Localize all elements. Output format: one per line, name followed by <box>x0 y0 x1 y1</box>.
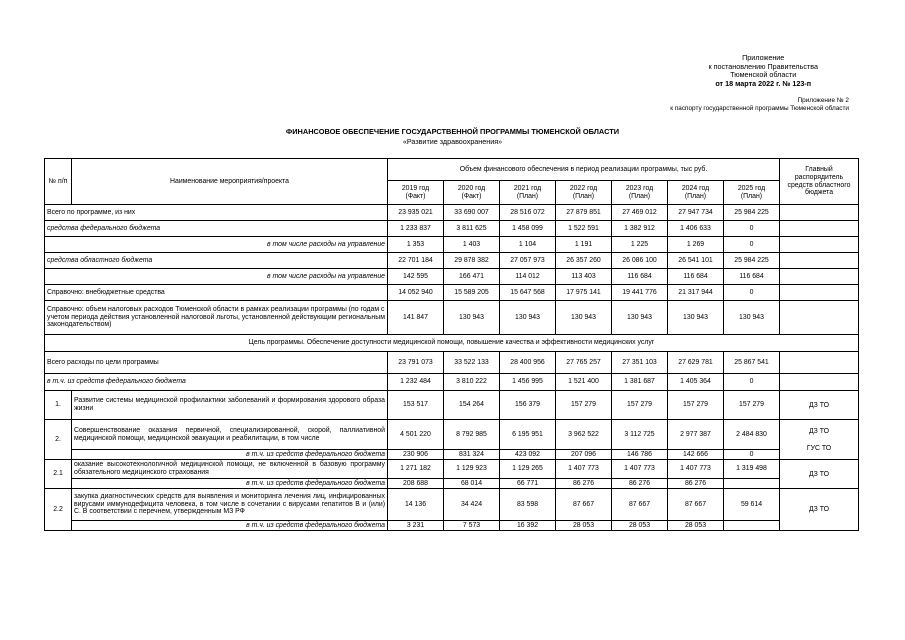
item-number: 2.1 <box>45 460 72 489</box>
value-cell: 66 771 <box>500 479 556 489</box>
year-header <box>556 181 612 205</box>
value-cell: 1 129 923 <box>444 460 500 479</box>
value-cell: 0 <box>724 374 780 391</box>
year-label: 2025 год <box>737 184 766 192</box>
value-cell: 157 279 <box>556 391 612 420</box>
value-cell: 4 501 220 <box>388 420 444 450</box>
table-row <box>45 352 859 374</box>
value-cell: 27 879 851 <box>556 205 612 221</box>
row-label: в том числе расходы на управление <box>45 269 388 285</box>
value-cell: 22 701 184 <box>388 253 444 269</box>
value-cell: 8 792 985 <box>444 420 500 450</box>
item-name: оказание высокотехнологичной медицинской помощи, не включенной в базовую программу обязательного медицинского страхования <box>72 460 388 479</box>
fed-label: в т.ч. из средств федерального бюджета <box>72 450 388 460</box>
value-cell: 1 271 182 <box>388 460 444 479</box>
value-cell: 142 595 <box>388 269 444 285</box>
col-manager-header: Главный распорядитель средств областного бюджета <box>780 159 859 205</box>
appendix2-label: Приложение № 2 <box>797 97 849 104</box>
value-cell: 1 407 773 <box>612 460 668 479</box>
manager-cell <box>780 253 859 269</box>
table-row <box>45 269 859 285</box>
manager-cell <box>780 301 859 335</box>
manager-cell <box>780 221 859 237</box>
value-cell: 86 276 <box>556 479 612 489</box>
table-row <box>45 285 859 301</box>
value-cell: 26 357 260 <box>556 253 612 269</box>
year-status: (План) <box>684 192 707 200</box>
col-volume-header: Объем финансового обеспечения в период реализации программы, тыс руб. <box>388 159 780 181</box>
value-cell: 86 276 <box>668 479 724 489</box>
year-header <box>500 181 556 205</box>
value-cell: 1 407 773 <box>556 460 612 479</box>
value-cell: 21 317 944 <box>668 285 724 301</box>
value-cell: 25 867 541 <box>724 352 780 374</box>
value-cell: 1 381 687 <box>612 374 668 391</box>
year-label: 2022 год <box>569 184 598 192</box>
value-cell: 28 516 072 <box>500 205 556 221</box>
value-cell: 1 522 591 <box>556 221 612 237</box>
year-status: (Факт) <box>405 192 426 200</box>
year-header <box>388 181 444 205</box>
col-num-header: № п/п <box>45 159 72 205</box>
value-cell: 27 629 781 <box>668 352 724 374</box>
manager-cell <box>780 237 859 253</box>
year-label: 2023 год <box>625 184 654 192</box>
value-cell: 1 104 <box>500 237 556 253</box>
table-row <box>45 374 859 391</box>
year-status: (План) <box>516 192 539 200</box>
fed-label: в т.ч. из средств федерального бюджета <box>72 521 388 531</box>
value-cell: 1 403 <box>444 237 500 253</box>
value-cell: 157 279 <box>724 391 780 420</box>
value-cell: 27 469 012 <box>612 205 668 221</box>
table-row <box>45 237 859 253</box>
value-cell: 130 943 <box>668 301 724 335</box>
value-cell: 23 935 021 <box>388 205 444 221</box>
value-cell: 207 096 <box>556 450 612 460</box>
value-cell: 0 <box>724 285 780 301</box>
item-name: Развитие системы медицинской профилактики заболеваний и формирования здорового образа жизни <box>72 391 388 420</box>
value-cell: 2 977 387 <box>668 420 724 450</box>
manager-name: ДЗ ТО <box>808 401 829 409</box>
row-label: Всего по программе, из них <box>45 205 388 221</box>
passport-label: к паспорту государственной программы Тюменской области <box>670 104 849 112</box>
page-subtitle: «Развитие здравоохранения» <box>402 137 503 146</box>
item-number: 2.2 <box>45 489 72 531</box>
value-cell: 27 947 734 <box>668 205 724 221</box>
table-row <box>45 521 859 531</box>
value-cell: 157 279 <box>612 391 668 420</box>
decree-reference <box>708 54 818 88</box>
value-cell: 831 324 <box>444 450 500 460</box>
value-cell: 130 943 <box>724 301 780 335</box>
year-header <box>444 181 500 205</box>
value-cell: 33 522 133 <box>444 352 500 374</box>
year-status: (План) <box>628 192 651 200</box>
value-cell: 116 684 <box>612 269 668 285</box>
decree-label: к постановлению Правительства <box>708 61 818 71</box>
value-cell: 141 847 <box>388 301 444 335</box>
value-cell: 154 264 <box>444 391 500 420</box>
value-cell: 27 765 257 <box>556 352 612 374</box>
row-label: Справочно: объем налоговых расходов Тюменской области в рамках реализации программы (по годам с учетом периода действия установленной налоговой льготы, установленной действующим региональным законодательством) <box>45 301 388 335</box>
year-header <box>668 181 724 205</box>
value-cell: 1 353 <box>388 237 444 253</box>
value-cell: 1 233 837 <box>388 221 444 237</box>
table-row <box>45 335 859 352</box>
value-cell: 423 092 <box>500 450 556 460</box>
year-status: (План) <box>572 192 595 200</box>
value-cell: 17 975 141 <box>556 285 612 301</box>
item-name: Совершенствование оказания первичной, специализированной, скорой, паллиативной медицинской помощи, медицинской эвакуации и реабилитации, в том числе <box>72 420 388 450</box>
manager-cell <box>780 285 859 301</box>
value-cell: 208 688 <box>388 479 444 489</box>
value-cell: 1 521 400 <box>556 374 612 391</box>
row-label: средства федерального бюджета <box>45 221 388 237</box>
value-cell: 28 053 <box>668 521 724 531</box>
manager-cell <box>780 489 859 531</box>
value-cell: 6 195 951 <box>500 420 556 450</box>
value-cell: 166 471 <box>444 269 500 285</box>
manager-cell <box>780 205 859 221</box>
value-cell: 157 279 <box>668 391 724 420</box>
value-cell: 27 057 973 <box>500 253 556 269</box>
value-cell: 26 541 101 <box>668 253 724 269</box>
row-label: Справочно: внебюджетные средства <box>45 285 388 301</box>
value-cell: 116 684 <box>724 269 780 285</box>
value-cell: 28 053 <box>556 521 612 531</box>
value-cell: 27 351 103 <box>612 352 668 374</box>
value-cell: 130 943 <box>444 301 500 335</box>
value-cell: 86 276 <box>612 479 668 489</box>
value-cell: 3 810 222 <box>444 374 500 391</box>
row-label: средства областного бюджета <box>45 253 388 269</box>
year-header <box>724 181 780 205</box>
decree-date-number: от 18 марта 2022 г. № 123-п <box>715 78 812 88</box>
value-cell: 33 690 007 <box>444 205 500 221</box>
appendix-label: Приложение <box>742 53 785 62</box>
row-label: в том числе расходы на управление <box>45 237 388 253</box>
year-label: 2021 год <box>513 184 542 192</box>
value-cell: 87 667 <box>556 489 612 521</box>
value-cell: 130 943 <box>612 301 668 335</box>
year-status: (План) <box>740 192 763 200</box>
value-cell: 114 012 <box>500 269 556 285</box>
item-name: закупка диагностических средств для выявления и мониторинга лечения лиц, инфицированных вирусами иммунодефицита человека, в том числе в сочетании с вирусами гепатитов В и (или) С. В соответствии с перечнем, утвержденным МЗ РФ <box>72 489 388 521</box>
value-cell: 1 319 498 <box>724 460 780 479</box>
item-number: 2. <box>45 420 72 460</box>
value-cell: 130 943 <box>556 301 612 335</box>
value-cell: 3 811 625 <box>444 221 500 237</box>
value-cell: 1 129 265 <box>500 460 556 479</box>
value-cell: 1 407 773 <box>668 460 724 479</box>
table-row <box>45 301 859 335</box>
value-cell: 59 614 <box>724 489 780 521</box>
region-label: Тюменской области <box>730 70 797 80</box>
item-number: 1. <box>45 391 72 420</box>
year-header <box>612 181 668 205</box>
value-cell: 146 786 <box>612 450 668 460</box>
value-cell: 116 684 <box>668 269 724 285</box>
value-cell: 3 231 <box>388 521 444 531</box>
row-label: Всего расходы по цели программы <box>45 352 388 374</box>
value-cell: 87 667 <box>612 489 668 521</box>
value-cell: 1 405 364 <box>668 374 724 391</box>
value-cell: 0 <box>724 237 780 253</box>
financing-table <box>44 158 859 531</box>
table-row <box>45 253 859 269</box>
value-cell: 28 400 956 <box>500 352 556 374</box>
value-cell: 1 232 484 <box>388 374 444 391</box>
value-cell: 16 392 <box>500 521 556 531</box>
passport-reference <box>670 97 849 112</box>
manager-cell <box>780 352 859 374</box>
fed-label: в т.ч. из средств федерального бюджета <box>72 479 388 489</box>
value-cell: 1 191 <box>556 237 612 253</box>
value-cell: 14 136 <box>388 489 444 521</box>
value-cell: 130 943 <box>500 301 556 335</box>
value-cell: 3 112 725 <box>612 420 668 450</box>
value-cell: 34 424 <box>444 489 500 521</box>
value-cell: 1 382 912 <box>612 221 668 237</box>
value-cell: 28 053 <box>612 521 668 531</box>
col-name-header: Наименование мероприятия/проекта <box>72 159 388 205</box>
table-row <box>45 489 859 521</box>
value-cell: 1 406 633 <box>668 221 724 237</box>
manager-cell <box>780 420 859 460</box>
manager-name: ДЗ ТО <box>808 427 829 435</box>
year-label: 2019 год <box>401 184 430 192</box>
value-cell: 25 984 225 <box>724 205 780 221</box>
table-row <box>45 450 859 460</box>
manager-cell <box>780 374 859 391</box>
value-cell: 68 014 <box>444 479 500 489</box>
value-cell: 14 052 940 <box>388 285 444 301</box>
table-row <box>45 221 859 237</box>
table-row <box>45 420 859 450</box>
value-cell: 2 484 830 <box>724 420 780 450</box>
value-cell: 142 666 <box>668 450 724 460</box>
value-cell: 0 <box>724 450 780 460</box>
value-cell: 7 573 <box>444 521 500 531</box>
value-cell: 156 379 <box>500 391 556 420</box>
value-cell: 113 403 <box>556 269 612 285</box>
year-label: 2024 год <box>681 184 710 192</box>
value-cell: 1 456 995 <box>500 374 556 391</box>
manager-cell <box>780 391 859 420</box>
value-cell: 1 269 <box>668 237 724 253</box>
value-cell: 23 791 073 <box>388 352 444 374</box>
year-status: (Факт) <box>461 192 482 200</box>
value-cell: 3 962 522 <box>556 420 612 450</box>
value-cell <box>724 479 780 489</box>
value-cell: 0 <box>724 221 780 237</box>
value-cell: 1 458 099 <box>500 221 556 237</box>
row-label: в т.ч. из средств федерального бюджета <box>45 374 388 391</box>
value-cell: 153 517 <box>388 391 444 420</box>
manager-name-2: ГУС ТО <box>806 444 832 452</box>
value-cell: 1 225 <box>612 237 668 253</box>
year-label: 2020 год <box>457 184 486 192</box>
value-cell: 230 906 <box>388 450 444 460</box>
manager-name: ДЗ ТО <box>808 506 829 513</box>
manager-name: ДЗ ТО <box>808 470 829 478</box>
value-cell <box>724 521 780 531</box>
value-cell: 87 667 <box>668 489 724 521</box>
table-row <box>45 391 859 420</box>
value-cell: 83 598 <box>500 489 556 521</box>
value-cell: 25 984 225 <box>724 253 780 269</box>
table-row <box>45 479 859 489</box>
goal-row: Цель программы. Обеспечение доступности медицинской помощи, повышение качества и эффективности медицинских услуг <box>45 335 859 352</box>
value-cell: 29 878 382 <box>444 253 500 269</box>
value-cell: 15 647 568 <box>500 285 556 301</box>
value-cell: 15 589 205 <box>444 285 500 301</box>
table-row <box>45 205 859 221</box>
value-cell: 19 441 776 <box>612 285 668 301</box>
value-cell: 26 086 100 <box>612 253 668 269</box>
manager-cell <box>780 460 859 489</box>
page-title: ФИНАНСОВОЕ ОБЕСПЕЧЕНИЕ ГОСУДАРСТВЕННОЙ ПРОГРАММЫ ТЮМЕНСКОЙ ОБЛАСТИ <box>285 127 620 136</box>
manager-cell <box>780 269 859 285</box>
table-row <box>45 460 859 479</box>
